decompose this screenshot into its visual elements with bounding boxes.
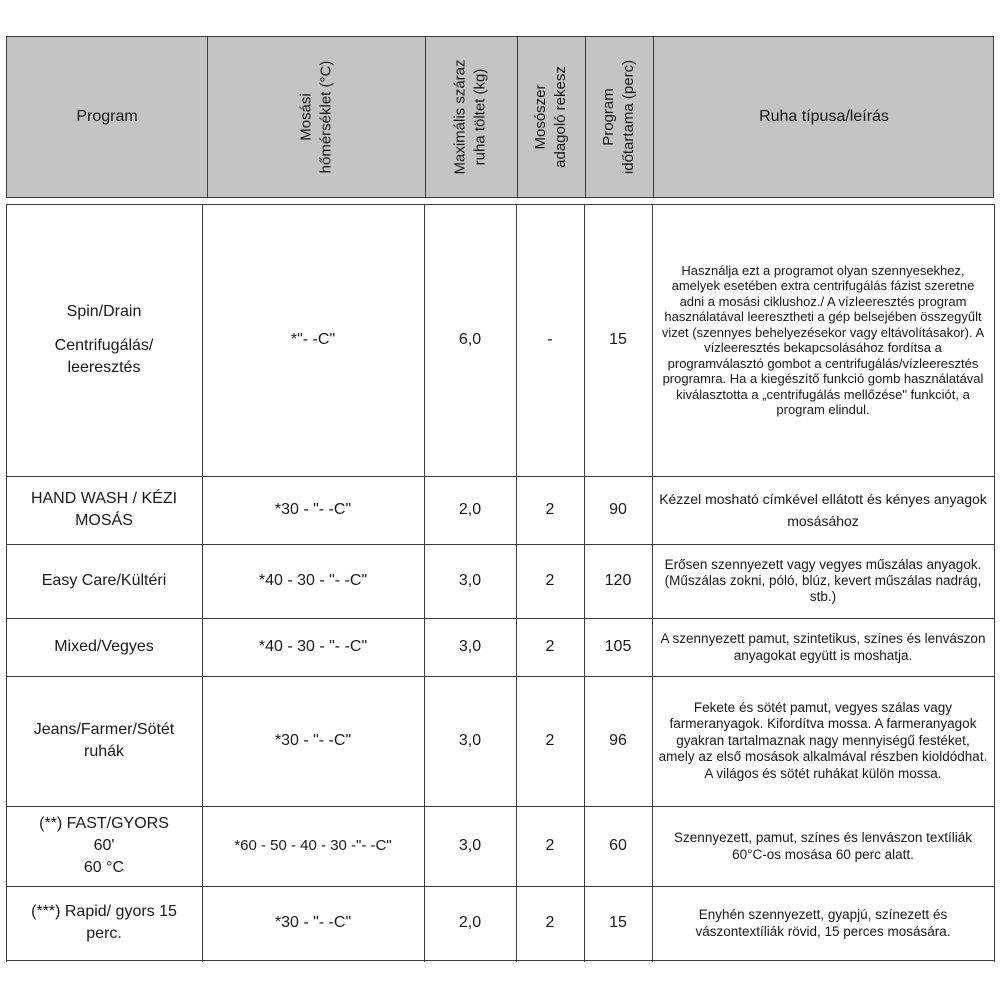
description-cell: Enyhén szennyezett, gyapjú, színezett és vászontextíliák rövid, 15 perces mosására. <box>695 907 951 939</box>
detergent-cell: 2 <box>545 572 555 589</box>
description-cell: Használja ezt a programot olyan szennyesekhez, amelyek esetében extra centrifugálás fázist szeretne adni a mosási ciklushoz./ A vízleeresztés program használatával leeresztheti a gép belsejében összegyűlt vizet (szennyes behelyezésekor vagy eltávolításakor). A vízleeresztés bekapcsolásához fordítsa a programválasztó gombot a centrifugálás/vízleeresztés programra. Ha a kiegészítő funkció gomb használatával kiválasztotta a „centrifugálás mellőzése" funkciót, a program elindul. <box>661 262 985 417</box>
program-name: (***) Rapid/ gyors 15 <box>31 903 177 920</box>
table-row <box>6 204 994 476</box>
detergent-cell: 2 <box>545 638 555 655</box>
detergent-cell: 2 <box>545 914 555 931</box>
table-row <box>6 886 994 960</box>
program-name: Spin/Drain <box>66 303 142 320</box>
header-program <box>7 37 207 197</box>
program-name: MOSÁS <box>75 512 133 529</box>
header-description <box>653 37 995 197</box>
temperature-cell: *30 - "- -C" <box>274 732 352 749</box>
temperature-cell: *30 - "- -C" <box>274 501 352 518</box>
program-cell <box>6 544 202 618</box>
description-cell: Fekete és sötét pamut, vegyes szálas vagy farmeranyagok. Kifordítva mossa. A farmeranyagok gyakran tartalmaznak nagy mennyiségű festéket, amely az első mosások alkalmával részben kioldódhat. A világos és sötét ruhákat külön mossa. <box>658 699 988 781</box>
program-cell <box>6 204 202 476</box>
table-row <box>6 806 994 886</box>
program-name: Mixed/Vegyes <box>54 638 154 655</box>
duration-cell: 15 <box>609 331 627 348</box>
temperature-cell: *60 - 50 - 40 - 30 -"- -C" <box>234 837 392 854</box>
header-detergent <box>517 37 585 197</box>
duration-cell: 120 <box>604 572 632 589</box>
program-name: HAND WASH / KÉZI <box>30 490 178 507</box>
header-program-label: Program <box>76 108 138 125</box>
header-max-load-line1: Maximális száraz <box>452 59 469 175</box>
temperature-cell: *"- -C" <box>290 331 336 348</box>
header-duration <box>585 37 653 197</box>
load-cell: 3,0 <box>458 732 482 749</box>
table-row <box>6 544 994 618</box>
program-name: perc. <box>86 925 122 942</box>
header-max-load <box>425 37 517 197</box>
program-name: Easy Care/Kültéri <box>41 572 167 589</box>
header-max-load-line2: ruha töltet (kg) <box>472 68 489 166</box>
program-name: Jeans/Farmer/Sötét <box>33 721 175 738</box>
load-cell: 3,0 <box>458 638 482 655</box>
program-cell <box>6 676 202 806</box>
program-name: ruhák <box>83 743 125 760</box>
table-row <box>6 476 994 544</box>
load-cell: 3,0 <box>458 837 482 854</box>
temperature-cell: *30 - "- -C" <box>274 914 352 931</box>
table-row <box>6 618 994 676</box>
duration-cell: 90 <box>609 501 627 518</box>
header-temperature-line2: hőmérséklet (°C) <box>316 60 334 174</box>
duration-cell: 105 <box>604 638 632 655</box>
program-name: 60 °C <box>83 859 125 876</box>
header-duration-line2: időtartama (perc) <box>620 59 637 175</box>
detergent-cell: 2 <box>545 837 555 854</box>
temperature-cell: *40 - 30 - "- -C" <box>258 572 368 589</box>
header-detergent-line1: Mosószer <box>532 84 550 150</box>
program-name: (**) FAST/GYORS <box>39 815 169 832</box>
program-cell <box>6 476 202 544</box>
description-cell: Erősen szennyezett vagy vegyes műszálas anyagok. (Műszálas zokni, póló, blúz, kevert műszálas nadrág, stb.) <box>664 557 982 604</box>
load-cell: 2,0 <box>458 501 482 518</box>
load-cell: 6,0 <box>458 331 482 348</box>
detergent-cell: 2 <box>545 732 555 749</box>
description-cell: A szennyezett pamut, szintetikus, színes és lenvászon anyagokat együtt is moshatja. <box>660 631 986 663</box>
program-cell <box>6 806 202 886</box>
program-cell <box>6 886 202 960</box>
temperature-cell: *40 - 30 - "- -C" <box>258 638 368 655</box>
header-temperature <box>207 37 425 197</box>
load-cell: 2,0 <box>458 914 482 931</box>
duration-cell: 60 <box>609 837 627 854</box>
load-cell: 3,0 <box>458 572 482 589</box>
table-body <box>6 204 994 962</box>
header-description-label: Ruha típusa/leírás <box>759 108 889 125</box>
program-name: 60' <box>93 837 115 854</box>
description-cell: Kézzel mosható címkével ellátott és kényes anyagok mosásához <box>659 491 987 529</box>
program-name: leeresztés <box>67 359 141 376</box>
header-temperature-line1: Mosási <box>296 93 314 141</box>
program-name: Centrifugálás/ <box>54 337 154 354</box>
header-duration-line1: Program <box>600 88 617 146</box>
duration-cell: 96 <box>609 732 627 749</box>
program-cell <box>6 618 202 676</box>
header-detergent-line2: adagoló rekesz <box>552 66 570 168</box>
table-row <box>6 676 994 806</box>
table-header <box>6 36 994 198</box>
detergent-cell: - <box>547 331 553 348</box>
detergent-cell: 2 <box>545 501 555 518</box>
description-cell: Szennyezett, pamut, színes és lenvászon textíliák 60°C-os mosása 60 perc alatt. <box>674 830 972 862</box>
duration-cell: 15 <box>609 914 627 931</box>
